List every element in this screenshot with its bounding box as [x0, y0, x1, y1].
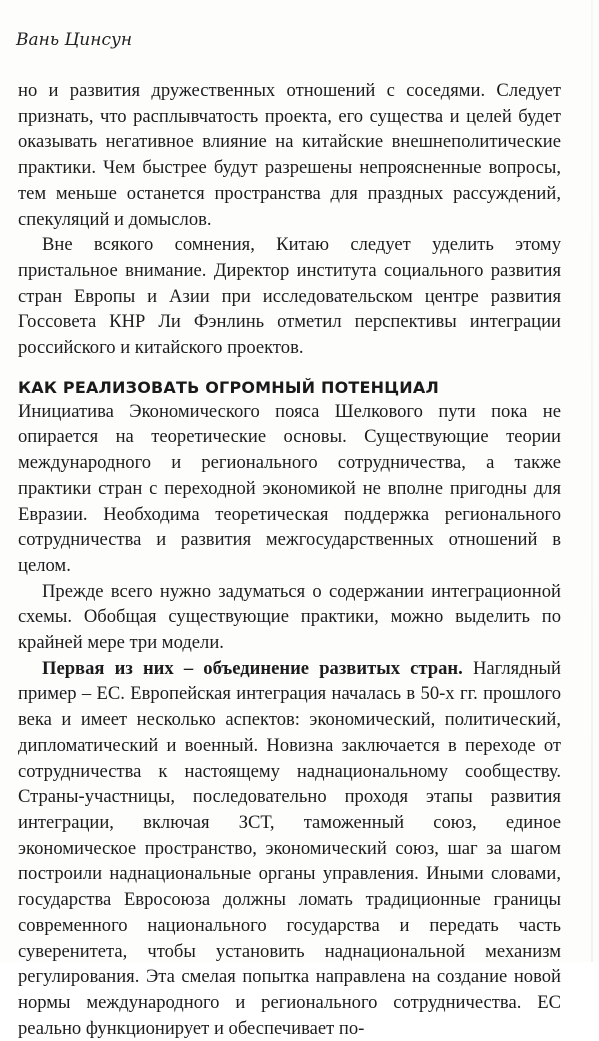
paragraph-text: Наглядный пример – ЕС. Европейская интеграция началась в 50-х гг. прошлого века и имеет несколько аспектов: экономический, политический, дипломатический и военный. Новизна заключается в переходе от сотрудничества к настоящему наднациональному сообществу. Страны-участницы, последовательно проходя этапы развития интеграции, включая ЗСТ, таможенный союз, единое экономическое пространство, экономический союз, шаг за шагом построили наднациональные органы управления. Иными словами, государства Евросоюза должны ломать традиционные границы современного национального государства и передать часть суверенитета, чтобы установить наднациональной механизм регулирования. Эта смелая попытка направлена на создание новой нормы международного и регионального сотрудничества. ЕС реально функционирует и обеспечивает по-: [18, 657, 562, 1039]
page-body: [18, 78, 561, 1041]
section-heading: КАК РЕАЛИЗОВАТЬ ОГРОМНЫЙ ПОТЕНЦИАЛ: [18, 377, 439, 397]
paragraph: Инициатива Экономического пояса Шелкового пути пока не опирается на теоретические основы. Существующие теории международного и регионального сотрудничества, а также практики стран с переходной экономикой не вполне пригодны для Евразии. Необходима теоретическая поддержка регионального сотрудничества и развития межгосударственных отношений в целом.: [18, 400, 561, 576]
paragraph: но и развития дружественных отношений с соседями. Следует признать, что расплывчатость проекта, его существа и целей будет оказывать негативное влияние на китайские внешнеполитические практики. Чем быстрее будут разрешены непроясненные вопросы, тем меньше останется пространства для праздных рассуждений, спекуляций и домыслов.: [18, 80, 561, 230]
paragraph: Вне всякого сомнения, Китаю следует уделить этому пристальное внимание. Директор института социального развития стран Европы и Азии при исследовательском центре развития Госсовета КНР Ли Фэнлинь отметил перспективы интеграции российского и китайского проектов.: [18, 234, 561, 359]
paragraph: [18, 656, 561, 1041]
page-gutter-shadow: [591, 0, 593, 962]
running-head: Вань Цинсун: [16, 30, 133, 50]
paragraph: Прежде всего нужно задуматься о содержании интеграционной схемы. Обобщая существующие практики, можно выделить по крайней мере три модели.: [18, 580, 561, 654]
bold-lead-in: Первая из них – объединение развитых стран.: [42, 657, 463, 679]
